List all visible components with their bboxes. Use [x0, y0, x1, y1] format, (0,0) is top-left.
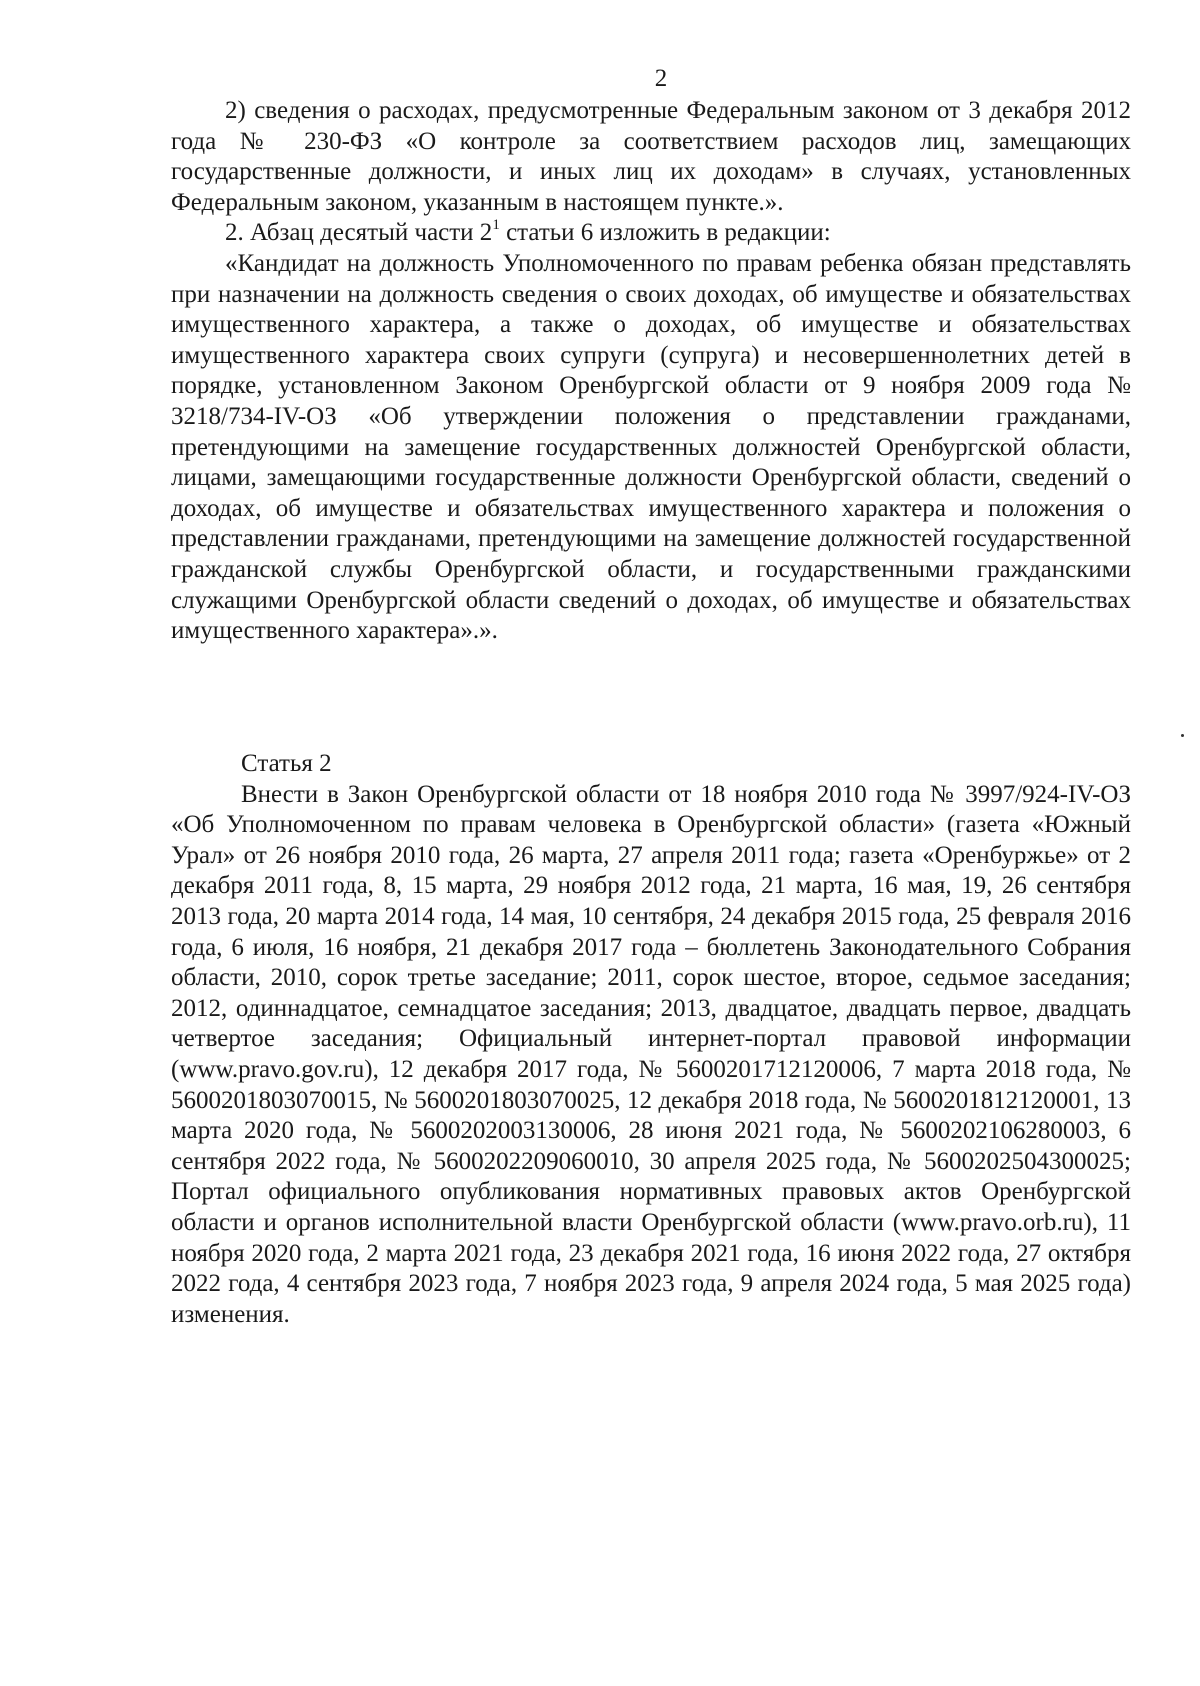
article-heading: Статья 2: [241, 750, 332, 777]
page-number: 2: [654, 65, 668, 92]
amendment-text: [171, 96, 1131, 647]
paragraph-article-6-text-rest: статьи 6 изложить в редакции:: [499, 219, 831, 247]
scan-speck: [1181, 734, 1184, 737]
article-body: Внести в Закон Оренбургской области от 18 ноября 2010 года № 3997/924-IV-ОЗ «Об Уполномоченном по правам человека в Оренбургской области» (газета «Южный Урал» от 26 ноября 2010 года, 26 марта, 27 апреля 2011 года; газета «Оренбуржье» от 2 декабря 2011 года, 8, 15 марта, 29 ноября 2012 года, 21 марта, 16 мая, 19, 26 сентября 2013 года, 20 марта 2014 года, 14 мая, 10 сентября, 24 декабря 2015 года, 25 февраля 2016 года, 6 июля, 16 ноября, 21 декабря 2017 года – бюллетень Законодательного Собрания области, 2010, сорок третье заседание; 2011, сорок шестое, второе, седьмое заседания; 2012, одиннадцатое, семнадцатое заседания; 2013, двадцатое, двадцать первое, двадцать четвертое заседания; Официальный интернет-портал правовой информации (www.pravo.gov.ru), 12 декабря 2017 года, № 5600201712120006, 7 марта 2018 года, № 5600201803070015, № 5600201803070025, 12 декабря 2018 года, № 5600201812120001, 13 марта 2020 года, № 5600202003130006, 28 июня 2021 года, № 5600202106280003, 6 сентября 2022 года, № 5600202209060010, 30 апреля 2025 года, № 5600202504300025; Портал официального опубликования нормативных правовых актов Оренбургской области и органов исполнительной власти Оренбургской области (www.pravo.orb.ru), 11 ноября 2020 года, 2 марта 2021 года, 23 декабря 2021 года, 16 июня 2022 года, 27 октября 2022 года, 4 сентября 2023 года, 7 ноября 2023 года, 9 апреля 2024 года, 5 мая 2025 года) изменения.: [171, 780, 1131, 1328]
paragraph-candidate-requirements: «Кандидат на должность Уполномоченного по правам ребенка обязан представлять при назначении на должность сведения о своих доходах, об имуществе и обязательствах имущественного характера, а также о доходах, об имуществе и обязательствах имущественного характера своих супруги (супруга) и несовершеннолетних детей в порядке, установленном Законом Оренбургской области от 9 ноября 2009 года № 3218/734-IV-ОЗ «Об утверждении положения о представлении гражданами, претендующими на замещение государственных должностей Оренбургской области, лицами, замещающими государственные должности Оренбургской области, сведений о доходах, об имуществе и обязательствах имущественного характера и положения о представлении гражданами, претендующими на замещение должностей государственной гражданской службы Оренбургской области, и государственными гражданскими служащими Оренбургской области сведений о доходах, об имуществе и обязательствах имущественного характера».».: [171, 249, 1131, 645]
paragraph-article-6-amendment: [171, 218, 1131, 249]
paragraph-expense-info: 2) сведения о расходах, предусмотренные Федеральным законом от 3 декабря 2012 года № 230-ФЗ «О контроле за соответствием расходов лиц, замещающих государственные должности, и иных лиц их доходам» в случаях, установленных Федеральным законом, указанным в настоящем пункте.».: [171, 97, 1131, 216]
paragraph-article-6-text: 2. Абзац десятый части 2: [225, 219, 493, 247]
article-2-section: [171, 749, 1131, 1330]
superscript-index: 1: [492, 217, 500, 234]
